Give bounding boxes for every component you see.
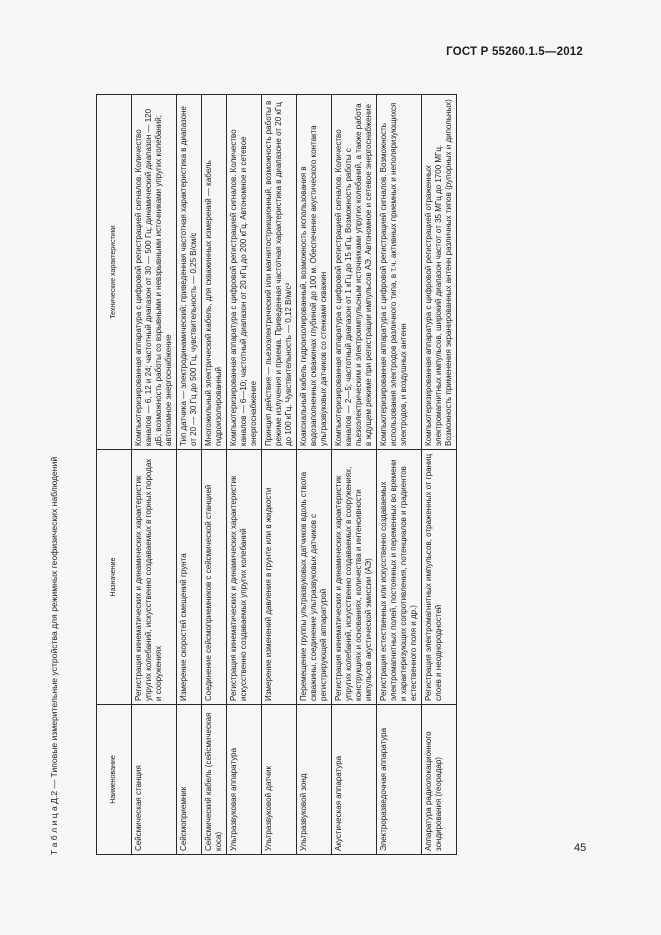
cell-purpose: Измерение скоростей смещений грунта xyxy=(177,450,202,705)
table-row xyxy=(422,95,457,855)
cell-specs: Компьютеризированная аппаратура с цифровой регистрацией сигналов. Возможность использования электродов различного типа, в т.ч. активных приемных и неполяризующихся электродов, и воздушных антенн xyxy=(377,95,422,450)
header-specs: Технические характеристики xyxy=(97,95,132,450)
cell-specs: Компьютеризированная аппаратура с цифровой регистрацией сигналов. Количество каналов — 6—10; частотный диапазон от 20 кГц до 200 кГц. Автономное и сетевое энергоснабжение xyxy=(227,95,262,450)
cell-specs: Тип датчика — электродинамический; приведенная частотная характеристика в диапазоне от 20 — 30 Гц до 500 Гц, чувствительность — 0,25 В/см/с xyxy=(177,95,202,450)
table-row xyxy=(262,95,297,855)
cell-name: Ультразвуковой датчик xyxy=(262,705,297,855)
table-row xyxy=(227,95,262,855)
cell-specs: Компьютеризированная аппаратура с цифровой регистрацией отраженных электромагнитных импульсов, широкий диапазон частот от 35 МГц до 1700 МГц. Возможность применения экранированных антенн различных типов (рупорных и дипольных) xyxy=(422,95,457,450)
header-name: Наименование xyxy=(97,705,132,855)
table-row xyxy=(332,95,377,855)
cell-name: Сейсмоприемник xyxy=(177,705,202,855)
cell-purpose: Регистрация кинематических и динамических характеристик упругих колебаний, искусственно создаваемых в сооружениях, конструкциях и основаниях, количества и интенсивности импульсов акустической эмиссии (АЭ) xyxy=(332,450,377,705)
table-row xyxy=(202,95,227,855)
cell-purpose: Перемещение группы ультразвуковых датчиков вдоль ствола скважины, соединение ультразвуковых датчиков с регистрирующей аппаратурой xyxy=(297,450,332,705)
cell-specs: Компьютеризированная аппаратура с цифровой регистрацией сигналов. Количество каналов — 6, 12 и 24; частотный диапазон от 30 — 500 Гц; динамический диапазон — 120 дБ; возможность работы со взрывными и невзрывными источниками упругих колебаний; автономное энергоснабжение xyxy=(132,95,177,450)
table-row xyxy=(177,95,202,855)
cell-name: Ультразвуковая аппаратура xyxy=(227,705,262,855)
header-purpose: Назначение xyxy=(97,450,132,705)
cell-name: Сейсмический кабель (сейсмическая коса) xyxy=(202,705,227,855)
devices-table xyxy=(96,94,457,855)
cell-purpose: Регистрация электромагнитных импульсов, отраженных от границ слоев и неоднородностей xyxy=(422,450,457,705)
table-row xyxy=(297,95,332,855)
rotated-table-block xyxy=(48,95,568,855)
cell-specs: Многожильный электрический кабель, для скважинных измерений — кабель гидроизолированный xyxy=(202,95,227,450)
cell-name: Ультразвуковой зонд xyxy=(297,705,332,855)
table-header-row xyxy=(97,95,132,855)
cell-specs: Компьютеризированная аппаратура с цифровой регистрацией сигналов. Количество каналов — 2—5; частотный диапазон от 1 кГц до 15 кГц. Возможность работы с пьезоэлектрическим и электроимпульсным источниками упругих колебаний, а также работа в ждущем режиме при регистрации импульсов АЭ. Автономное и сетевое энергоснабжение xyxy=(332,95,377,450)
cell-name: Сейсмическая станция xyxy=(132,705,177,855)
cell-name: Акустическая аппаратура xyxy=(332,705,377,855)
table-caption: Т а б л и ц а Д.2 — Типовые измерительные устройства для режимных геофизических наблюдений xyxy=(49,456,59,855)
cell-purpose: Регистрация естественных или искусственно создаваемых электромагнитных полей, постоянных и переменных во времени и характеризующих сопротивления, потенциалов и градиентов естественного поля и др.) xyxy=(377,450,422,705)
cell-specs: Принцип действия — пьезоэлектрический или магнитострикционный, возможность работы в режиме излучения и приема. Приведенная частотная характеристика в диапазоне от 20 кГц до 100 кГц. Чувствительность — 0,12 В/м/с² xyxy=(262,95,297,450)
cell-purpose: Соединение сейсмоприемников с сейсмической станцией xyxy=(202,450,227,705)
cell-name: Электроразведочная аппаратура xyxy=(377,705,422,855)
cell-name: Аппаратура радиолокационного зондирования (георадар) xyxy=(422,705,457,855)
page-number: 45 xyxy=(574,842,587,854)
standard-designation: ГОСТ Р 55260.1.5—2012 xyxy=(446,46,583,58)
table-row xyxy=(377,95,422,855)
cell-specs: Коаксиальный кабель гидроизолированный, возможность использования в водозаполненных скважинах глубиной до 100 м. Обеспечение акустического контакта ультразвуковых датчиков со стенками скважин xyxy=(297,95,332,450)
cell-purpose: Регистрация кинематических и динамических характеристик упругих колебаний, искусственно создаваемых в горных породах и сооружениях xyxy=(132,450,177,705)
table-row xyxy=(132,95,177,855)
cell-purpose: Измерение изменений давления в грунте или в жидкости xyxy=(262,450,297,705)
cell-purpose: Регистрация кинематических и динамических характеристик искусственно создаваемых упругих колебаний xyxy=(227,450,262,705)
